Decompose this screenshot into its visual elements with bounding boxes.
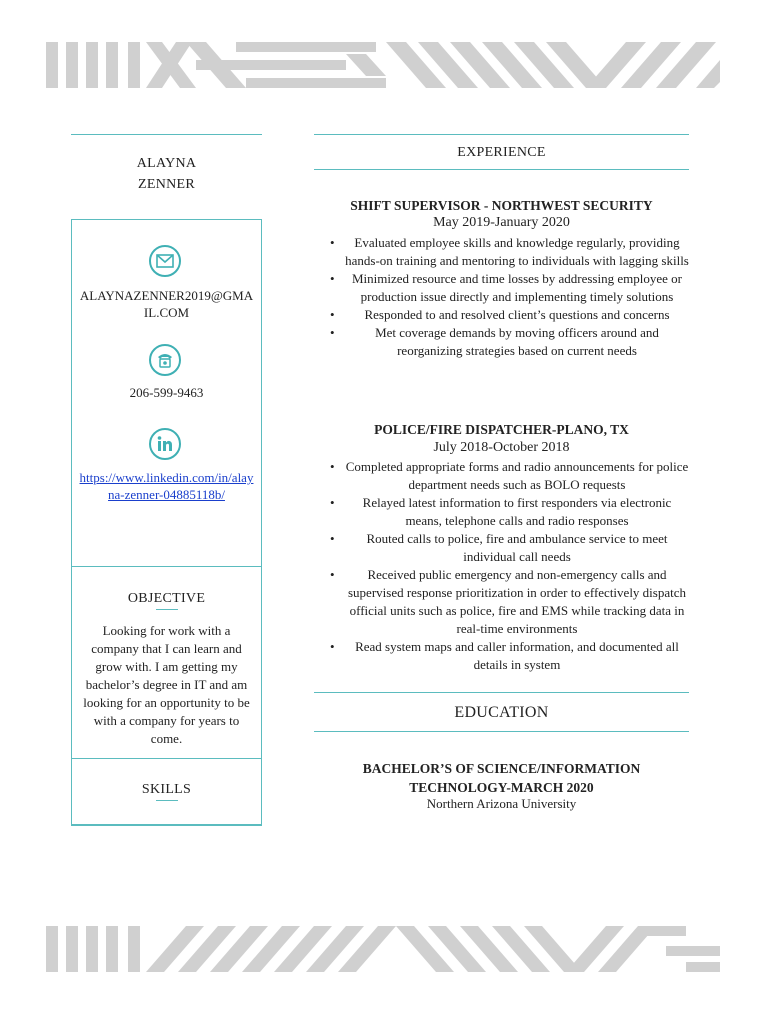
list-item: • Minimized resource and time losses by addressing employee or production issue directly and implementing timely solutions xyxy=(330,270,690,306)
sidebar-divider xyxy=(72,758,261,759)
contact-sidebar xyxy=(71,219,262,826)
linkedin-link[interactable]: https://www.linkedin.com/in/alay na-zenner-04885118b/ xyxy=(79,470,254,502)
experience-rule-top xyxy=(314,134,689,135)
bottom-decorative-band xyxy=(46,926,720,972)
last-name: ZENNER xyxy=(137,177,195,192)
linkedin-icon xyxy=(149,428,181,460)
job-date: May 2019-January 2020 xyxy=(433,215,570,230)
job-date: July 2018-October 2018 xyxy=(433,440,570,455)
objective-text: Looking for work with a company that I can learn and grow with. I am getting my bachelor’s degree in IT and am looking for an opportunity to be with a company for years to come. xyxy=(83,623,250,746)
education-rule-bottom xyxy=(314,731,689,732)
sidebar-divider xyxy=(72,566,261,567)
experience-heading: EXPERIENCE xyxy=(457,145,546,160)
job-bullets xyxy=(330,458,690,674)
email-text: ALAYNAZENNER2019@GMA IL.COM xyxy=(79,288,254,320)
list-item: • Evaluated employee skills and knowledge regularly, providing hands-on training and mentoring to individuals with lagging skills xyxy=(330,234,690,270)
job-title: POLICE/FIRE DISPATCHER-PLANO, TX xyxy=(374,422,629,437)
envelope-icon xyxy=(149,245,181,277)
education-heading: EDUCATION xyxy=(454,704,549,721)
list-item: • Completed appropriate forms and radio announcements for police department needs such as BOLO requests xyxy=(330,458,690,494)
first-name: ALAYNA xyxy=(136,156,197,171)
list-item: • Routed calls to police, fire and ambulance service to meet individual call needs xyxy=(330,530,690,566)
experience-rule-bottom xyxy=(314,169,689,170)
telephone-icon xyxy=(149,344,181,376)
job-bullets xyxy=(330,234,690,360)
objective-heading: OBJECTIVE xyxy=(72,591,261,610)
degree-title: BACHELOR’S OF SCIENCE/INFORMATION TECHNOLOGY-MARCH 2020 xyxy=(362,761,641,795)
top-decorative-band xyxy=(46,42,720,88)
education-rule-top xyxy=(314,692,689,693)
list-item: • Relayed latest information to first responders via electronic means, telephone calls and radio responses xyxy=(330,494,690,530)
job-title: SHIFT SUPERVISOR - NORTHWEST SECURITY xyxy=(350,198,653,213)
list-item: • Met coverage demands by moving officers around and reorganizing strategies based on current needs xyxy=(330,324,690,360)
list-item: • Responded to and resolved client’s questions and concerns xyxy=(330,306,690,324)
list-item: • Read system maps and caller information, and documented all details in system xyxy=(330,638,690,674)
name-block xyxy=(71,134,262,195)
school-name: Northern Arizona University xyxy=(426,796,577,811)
phone-text: 206-599-9463 xyxy=(129,385,204,400)
skills-heading: SKILLS xyxy=(72,782,261,801)
list-item: • Received public emergency and non-emergency calls and supervised response prioritization in order to effectively dispatch official units such as police, fire and EMS while tracking data in real-time environments xyxy=(330,566,690,638)
